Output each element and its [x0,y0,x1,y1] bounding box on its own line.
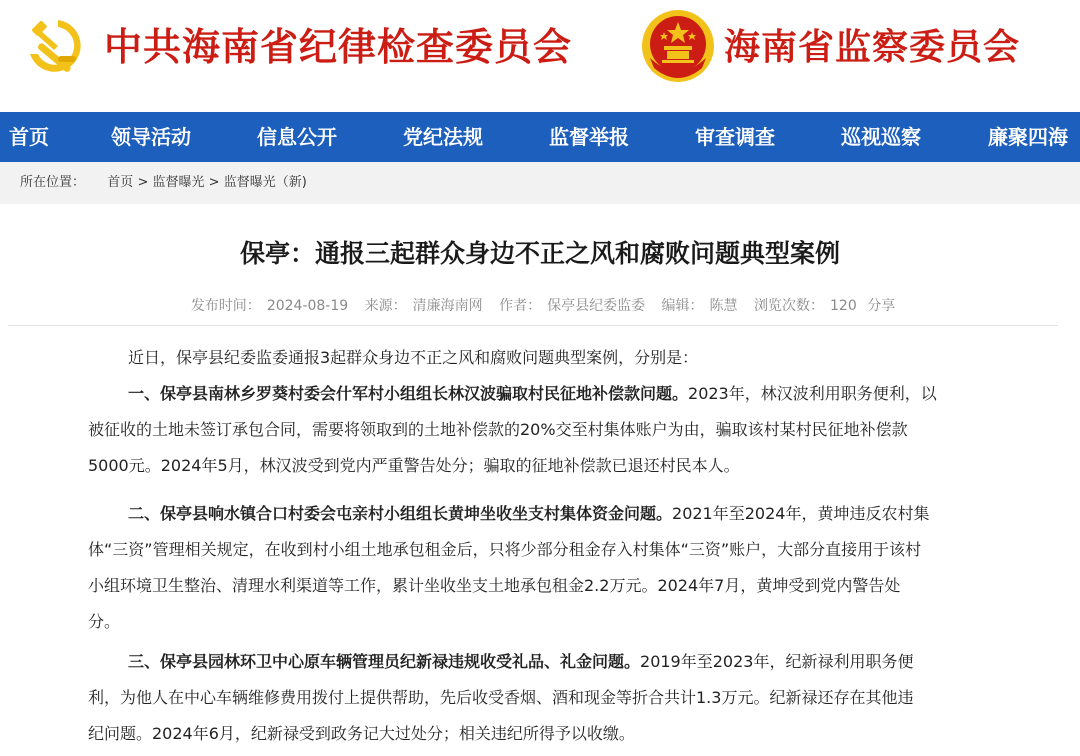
publish-date: 2024-08-19 [266,298,349,314]
editor: 陈慧 [709,298,738,314]
case-1-heading: 一、保亭县南林乡罗葵村委会什军村小组组长林汉波骗取村民征地补偿款问题。 [128,384,689,403]
breadcrumb-separator: > [208,175,220,190]
breadcrumb-prefix: 所在位置： [20,175,86,190]
case-2: 二、保亭县响水镇合口村委会屯亲村小组组长黄坤坐收坐支村集体资金问题。2021年至2024年，黄坤违反农村集 体“三资”管理相关规定，在收到村小组土地承包租金后，只将少部分租金存入村集体“三资”账户，大部分直接用于该村 小组环境卫生整治、清理水利渠道等工作，累计坐收坐支土地承包租金2.2万元。2024年7月，黄坤受到党内警告处 分。 [88,504,930,631]
case-3: 三、保亭县园林环卫中心原车辆管理员纪新禄违规收受礼品、礼金问题。2019年至2023年，纪新禄利用职务便 利，为他人在中心车辆维修费用拨付上提供帮助，先后收受香烟、酒和现金等折合共计1.3万元。纪新禄还存在其他违 纪问题。2024年6月，纪新禄受到政务记大过处分；相关违纪所得予以收缴。 [88,652,914,743]
main-nav [0,112,1080,162]
nav-inspection[interactable]: 巡视巡察 [841,125,921,149]
left-site-title: 中共海南省纪律检查委员会 [104,24,573,69]
case-3-heading: 三、保亭县园林环卫中心原车辆管理员纪新禄违规收受礼品、礼金问题。 [128,652,641,671]
breadcrumb-supervision[interactable]: 监督曝光 [152,175,205,190]
nav-info-public[interactable]: 信息公开 [257,125,337,149]
national-emblem-icon [640,8,716,84]
article-card [8,204,1072,756]
share-button[interactable]: 分享 [867,298,896,314]
right-site-title: 海南省监察委员会 [724,26,1021,68]
meta-divider [8,325,1058,326]
author: 保亭县纪委监委 [547,298,646,314]
source: 清廉海南网 [412,298,483,314]
nav-leadership[interactable]: 领导活动 [111,125,191,149]
nav-party-law[interactable]: 党纪法规 [403,125,483,149]
nav-investigation[interactable]: 审查调查 [695,125,775,149]
nav-home[interactable]: 首页 [9,125,49,149]
nav-report[interactable]: 监督举报 [549,125,629,149]
breadcrumb-home[interactable]: 首页 [107,175,134,190]
author-label: 作者： [499,298,542,314]
nav-clean-world[interactable]: 廉聚四海 [988,125,1068,149]
article-title: 保亭：通报三起群众身边不正之风和腐败问题典型案例 [239,239,840,268]
site-header [0,0,1080,112]
case-2-heading: 二、保亭县响水镇合口村委会屯亲村小组组长黄坤坐收坐支村集体资金问题。 [128,504,673,523]
publish-label: 发布时间： [190,298,261,314]
view-count: 120 [830,298,857,314]
article-meta [8,295,1072,315]
views-label: 浏览次数： [754,298,824,314]
breadcrumb-separator: > [137,175,149,190]
article-intro: 近日，保亭县纪委监委通报3起群众身边不正之风和腐败问题典型案例，分别是： [128,348,699,367]
source-label: 来源： [364,298,407,314]
breadcrumb-supervision-new[interactable]: 监督曝光（新) [223,175,307,190]
breadcrumb [0,162,1080,204]
case-1: 一、保亭县南林乡罗葵村委会什军村小组组长林汉波骗取村民征地补偿款问题。2023年，林汉波利用职务便利，以 被征收的土地未签订承包合同，需要将领取到的土地补偿款的20%交至村集体账户为由，骗取该村某村民征地补偿款 5000元。2024年5月，林汉波受到党内严重警告处分；骗取的征地补偿款已退还村民本人。 [88,384,937,475]
editor-label: 编辑： [661,298,704,314]
party-emblem-icon [18,10,90,82]
